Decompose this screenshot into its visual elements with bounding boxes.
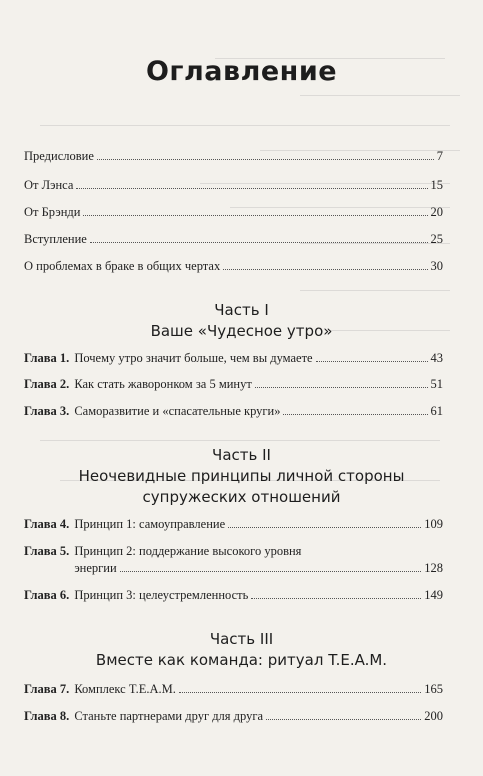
page-number: 25 [430,232,443,246]
leader-dots [251,598,421,599]
page-number: 15 [430,178,443,192]
chapter-number: Глава 5. [24,544,70,558]
chapter-number: Глава 1. [24,351,70,365]
page-number: 20 [430,205,443,219]
entry-title: От Брэнди [24,205,81,219]
part-title: Вместе как команда: ритуал T.E.A.M. [95,651,388,669]
leader-dots [255,387,428,388]
toc-entry[interactable] [24,587,443,603]
entry-title-continued: энергии [74,561,117,575]
entry-title: Вступление [24,232,87,246]
leader-dots [120,571,422,572]
page-number: 51 [430,377,443,391]
part-title: супружеских отношений [142,488,341,506]
leader-dots [76,188,427,189]
toc-entry[interactable] [24,708,443,724]
entry-title: Почему утро значит больше, чем вы думаете [74,351,313,365]
entry-title: Предисловие [24,149,94,163]
page-number: 128 [424,561,443,575]
page-number: 30 [430,259,443,273]
part-label: Часть II [212,446,271,464]
chapter-number: Глава 2. [24,377,70,391]
leader-dots [228,527,421,528]
toc-entry[interactable] [24,177,443,193]
page-number: 200 [424,709,443,723]
toc-entry[interactable] [24,204,443,220]
page-number: 149 [424,588,443,602]
page-number: 7 [436,149,443,163]
page-title: Оглавление [145,56,338,87]
toc-entry[interactable] [24,258,443,274]
toc-entry[interactable] [24,148,443,164]
part-title: Ваше «Чудесное утро» [150,322,333,340]
entry-title: Станьте партнерами друг для друга [74,709,264,723]
toc-entry[interactable] [24,403,443,419]
leader-dots [283,414,427,415]
entry-title: Саморазвитие и «спасательные круги» [74,404,281,418]
leader-dots [97,159,434,160]
toc-entry[interactable] [24,543,443,576]
leader-dots [90,242,428,243]
leader-dots [266,719,421,720]
entry-title: Принцип 1: самоуправление [74,517,226,531]
part-label: Часть I [214,301,269,319]
entry-title: Принцип 3: целеустремленность [74,588,249,602]
chapter-number: Глава 4. [24,517,70,531]
entry-title: Комплекс T.E.A.M. [74,682,176,696]
entry-title: Принцип 2: поддержание высокого уровня [74,544,302,558]
chapter-number: Глава 3. [24,404,70,418]
entry-title: О проблемах в браке в общих чертах [24,259,221,273]
entry-title: От Лэнса [24,178,74,192]
page-number: 165 [424,682,443,696]
toc-entry[interactable] [24,516,443,532]
leader-dots [179,692,421,693]
leader-dots [316,361,428,362]
toc-entry[interactable] [24,350,443,366]
toc-entry[interactable] [24,681,443,697]
chapter-number: Глава 8. [24,709,70,723]
page-number: 61 [430,404,443,418]
entry-title: Как стать жаворонком за 5 минут [74,377,252,391]
part-title: Неочевидные принципы личной стороны [78,467,405,485]
part-label: Часть III [209,630,274,648]
chapter-number: Глава 7. [24,682,70,696]
leader-dots [83,215,427,216]
page-number: 43 [430,351,443,365]
toc-entry[interactable] [24,231,443,247]
leader-dots [223,269,427,270]
chapter-number: Глава 6. [24,588,70,602]
page-number: 109 [424,517,443,531]
toc-entry[interactable] [24,376,443,392]
